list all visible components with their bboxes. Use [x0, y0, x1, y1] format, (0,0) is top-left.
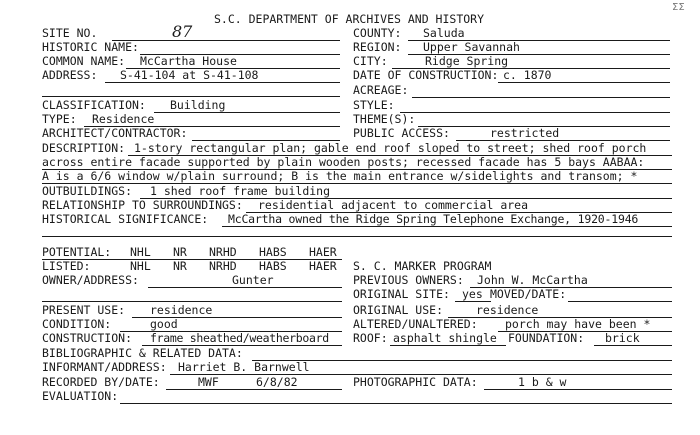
listed-haer: HAER	[309, 259, 337, 273]
blank-line-2	[42, 301, 342, 302]
description-line-2: across entire facade supported by plain wooden posts; recessed facade has 5 bays AABAA:	[42, 155, 645, 169]
owner-value: Gunter	[232, 273, 274, 287]
roof-value: asphalt shingle	[393, 331, 497, 345]
type-label: TYPE:	[42, 112, 77, 126]
site-no-line	[112, 40, 340, 41]
corner-number: ΣΣ	[672, 2, 685, 13]
address-label: ADDRESS:	[42, 68, 98, 82]
foundation-label: FOUNDATION:	[508, 331, 585, 345]
public-access-value: restricted	[490, 126, 560, 140]
informant-label: INFORMANT/ADDRESS:	[42, 360, 167, 374]
construction-label: CONSTRUCTION:	[42, 331, 133, 345]
recorded-line	[166, 389, 342, 390]
photographic-label: PHOTOGRAPHIC DATA:	[353, 375, 478, 389]
outbuildings-value: 1 shed roof frame building	[150, 184, 331, 198]
description-line-3: A is a 6/6 window w/plain surround; B is the main entrance w/sidelights and transom; *	[42, 169, 638, 183]
potential-label: POTENTIAL:	[42, 245, 112, 259]
historical-value: McCartha owned the Ridge Spring Telephone Exchange, 1920-1946	[228, 212, 639, 226]
description-label: DESCRIPTION:	[42, 141, 126, 155]
left-gap-line	[42, 96, 340, 97]
foundation-line	[594, 345, 672, 346]
county-value: Saluda	[423, 26, 465, 40]
style-label: STYLE:	[353, 98, 395, 112]
listed-label: LISTED:	[42, 259, 91, 273]
owner-line	[148, 287, 342, 288]
condition-value: good	[150, 317, 178, 331]
original-use-label: ORIGINAL USE:	[353, 303, 444, 317]
outbuildings-label: OUTBUILDINGS:	[42, 184, 133, 198]
bibliographic-label: BIBLIOGRAPHIC & RELATED DATA:	[42, 346, 243, 360]
potential-habs: HABS	[259, 245, 287, 259]
photographic-value: 1 b & w	[518, 375, 567, 389]
roof-label: ROOF:	[353, 331, 388, 345]
site-no-label: SITE NO.	[42, 26, 98, 40]
classification-label: CLASSIFICATION:	[42, 98, 146, 112]
moved-label: MOVED/DATE:	[490, 287, 567, 301]
classification-value: Building	[170, 98, 226, 112]
site-no-value: 87	[172, 22, 193, 41]
address-line	[105, 82, 340, 83]
listed-nr: NR	[173, 259, 187, 273]
potential-nrhd: NRHD	[209, 245, 237, 259]
informant-value: Harriet B. Barnwell	[178, 360, 310, 374]
evaluation-line	[120, 403, 672, 404]
recorded-label: RECORDED BY/DATE:	[42, 375, 160, 389]
style-line	[400, 112, 670, 113]
previous-owners-label: PREVIOUS OWNERS:	[353, 273, 464, 287]
date-line	[498, 82, 670, 83]
relationship-label: RELATIONSHIP TO SURROUNDINGS:	[42, 198, 243, 212]
original-site-value: yes	[462, 287, 483, 301]
listed-nhl: NHL	[130, 259, 151, 273]
architect-label: ARCHITECT/CONTRACTOR:	[42, 126, 188, 140]
historical-label: HISTORICAL SIGNIFICANCE:	[42, 212, 209, 226]
altered-label: ALTERED/UNALTERED:	[353, 317, 478, 331]
present-use-value: residence	[150, 303, 213, 317]
relationship-value: residential adjacent to commercial area	[258, 198, 529, 212]
altered-value: porch may have been *	[505, 317, 651, 331]
evaluation-label: EVALUATION:	[42, 389, 119, 403]
potential-nhl: NHL	[130, 245, 151, 259]
type-value: Residence	[92, 112, 155, 126]
recorded-by: MWF	[198, 375, 219, 389]
photographic-line	[484, 389, 672, 390]
acreage-line	[412, 97, 670, 98]
moved-line	[568, 301, 672, 302]
listed-habs: HABS	[259, 259, 287, 273]
blank-line-1	[42, 236, 672, 237]
classification-line	[154, 112, 340, 113]
county-label: COUNTY:	[353, 26, 402, 40]
common-name-value: McCartha House	[140, 54, 237, 68]
present-use-label: PRESENT USE:	[42, 303, 126, 317]
previous-owners-value: John W. McCartha	[477, 273, 588, 287]
form-header: S.C. DEPARTMENT OF ARCHIVES AND HISTORY	[214, 12, 485, 26]
bibliographic-line	[252, 360, 672, 361]
city-label: CITY:	[353, 54, 388, 68]
marker-program: S. C. MARKER PROGRAM	[353, 259, 492, 273]
original-use-value: residence	[476, 303, 539, 317]
acreage-label: ACREAGE:	[353, 83, 409, 97]
roof-line	[390, 345, 506, 346]
themes-label: THEME(S):	[353, 112, 416, 126]
original-site-line	[455, 301, 491, 302]
city-value: Ridge Spring	[425, 54, 509, 68]
foundation-value: brick	[605, 331, 640, 345]
recorded-date: 6/8/82	[256, 375, 298, 389]
region-label: REGION:	[353, 40, 402, 54]
description-underline-3	[42, 183, 672, 184]
original-site-label: ORIGINAL SITE:	[353, 287, 450, 301]
address-value: S-41-104 at S-41-108	[120, 68, 259, 82]
date-value: c. 1870	[503, 68, 552, 82]
historic-name-label: HISTORIC NAME:	[42, 40, 139, 54]
listed-nrhd: NRHD	[209, 259, 237, 273]
common-name-label: COMMON NAME:	[42, 54, 126, 68]
potential-haer: HAER	[309, 245, 337, 259]
date-label: DATE OF CONSTRUCTION:	[353, 68, 499, 82]
historical-line	[222, 226, 672, 227]
region-value: Upper Savannah	[423, 40, 520, 54]
description-line-1: 1-story rectangular plan; gable end roof sloped to street; shed roof porch	[134, 141, 647, 155]
construction-value: frame sheathed/weatherboard	[150, 331, 329, 345]
owner-label: OWNER/ADDRESS:	[42, 273, 139, 287]
condition-label: CONDITION:	[42, 317, 112, 331]
potential-nr: NR	[173, 245, 187, 259]
public-access-label: PUBLIC ACCESS:	[353, 126, 450, 140]
